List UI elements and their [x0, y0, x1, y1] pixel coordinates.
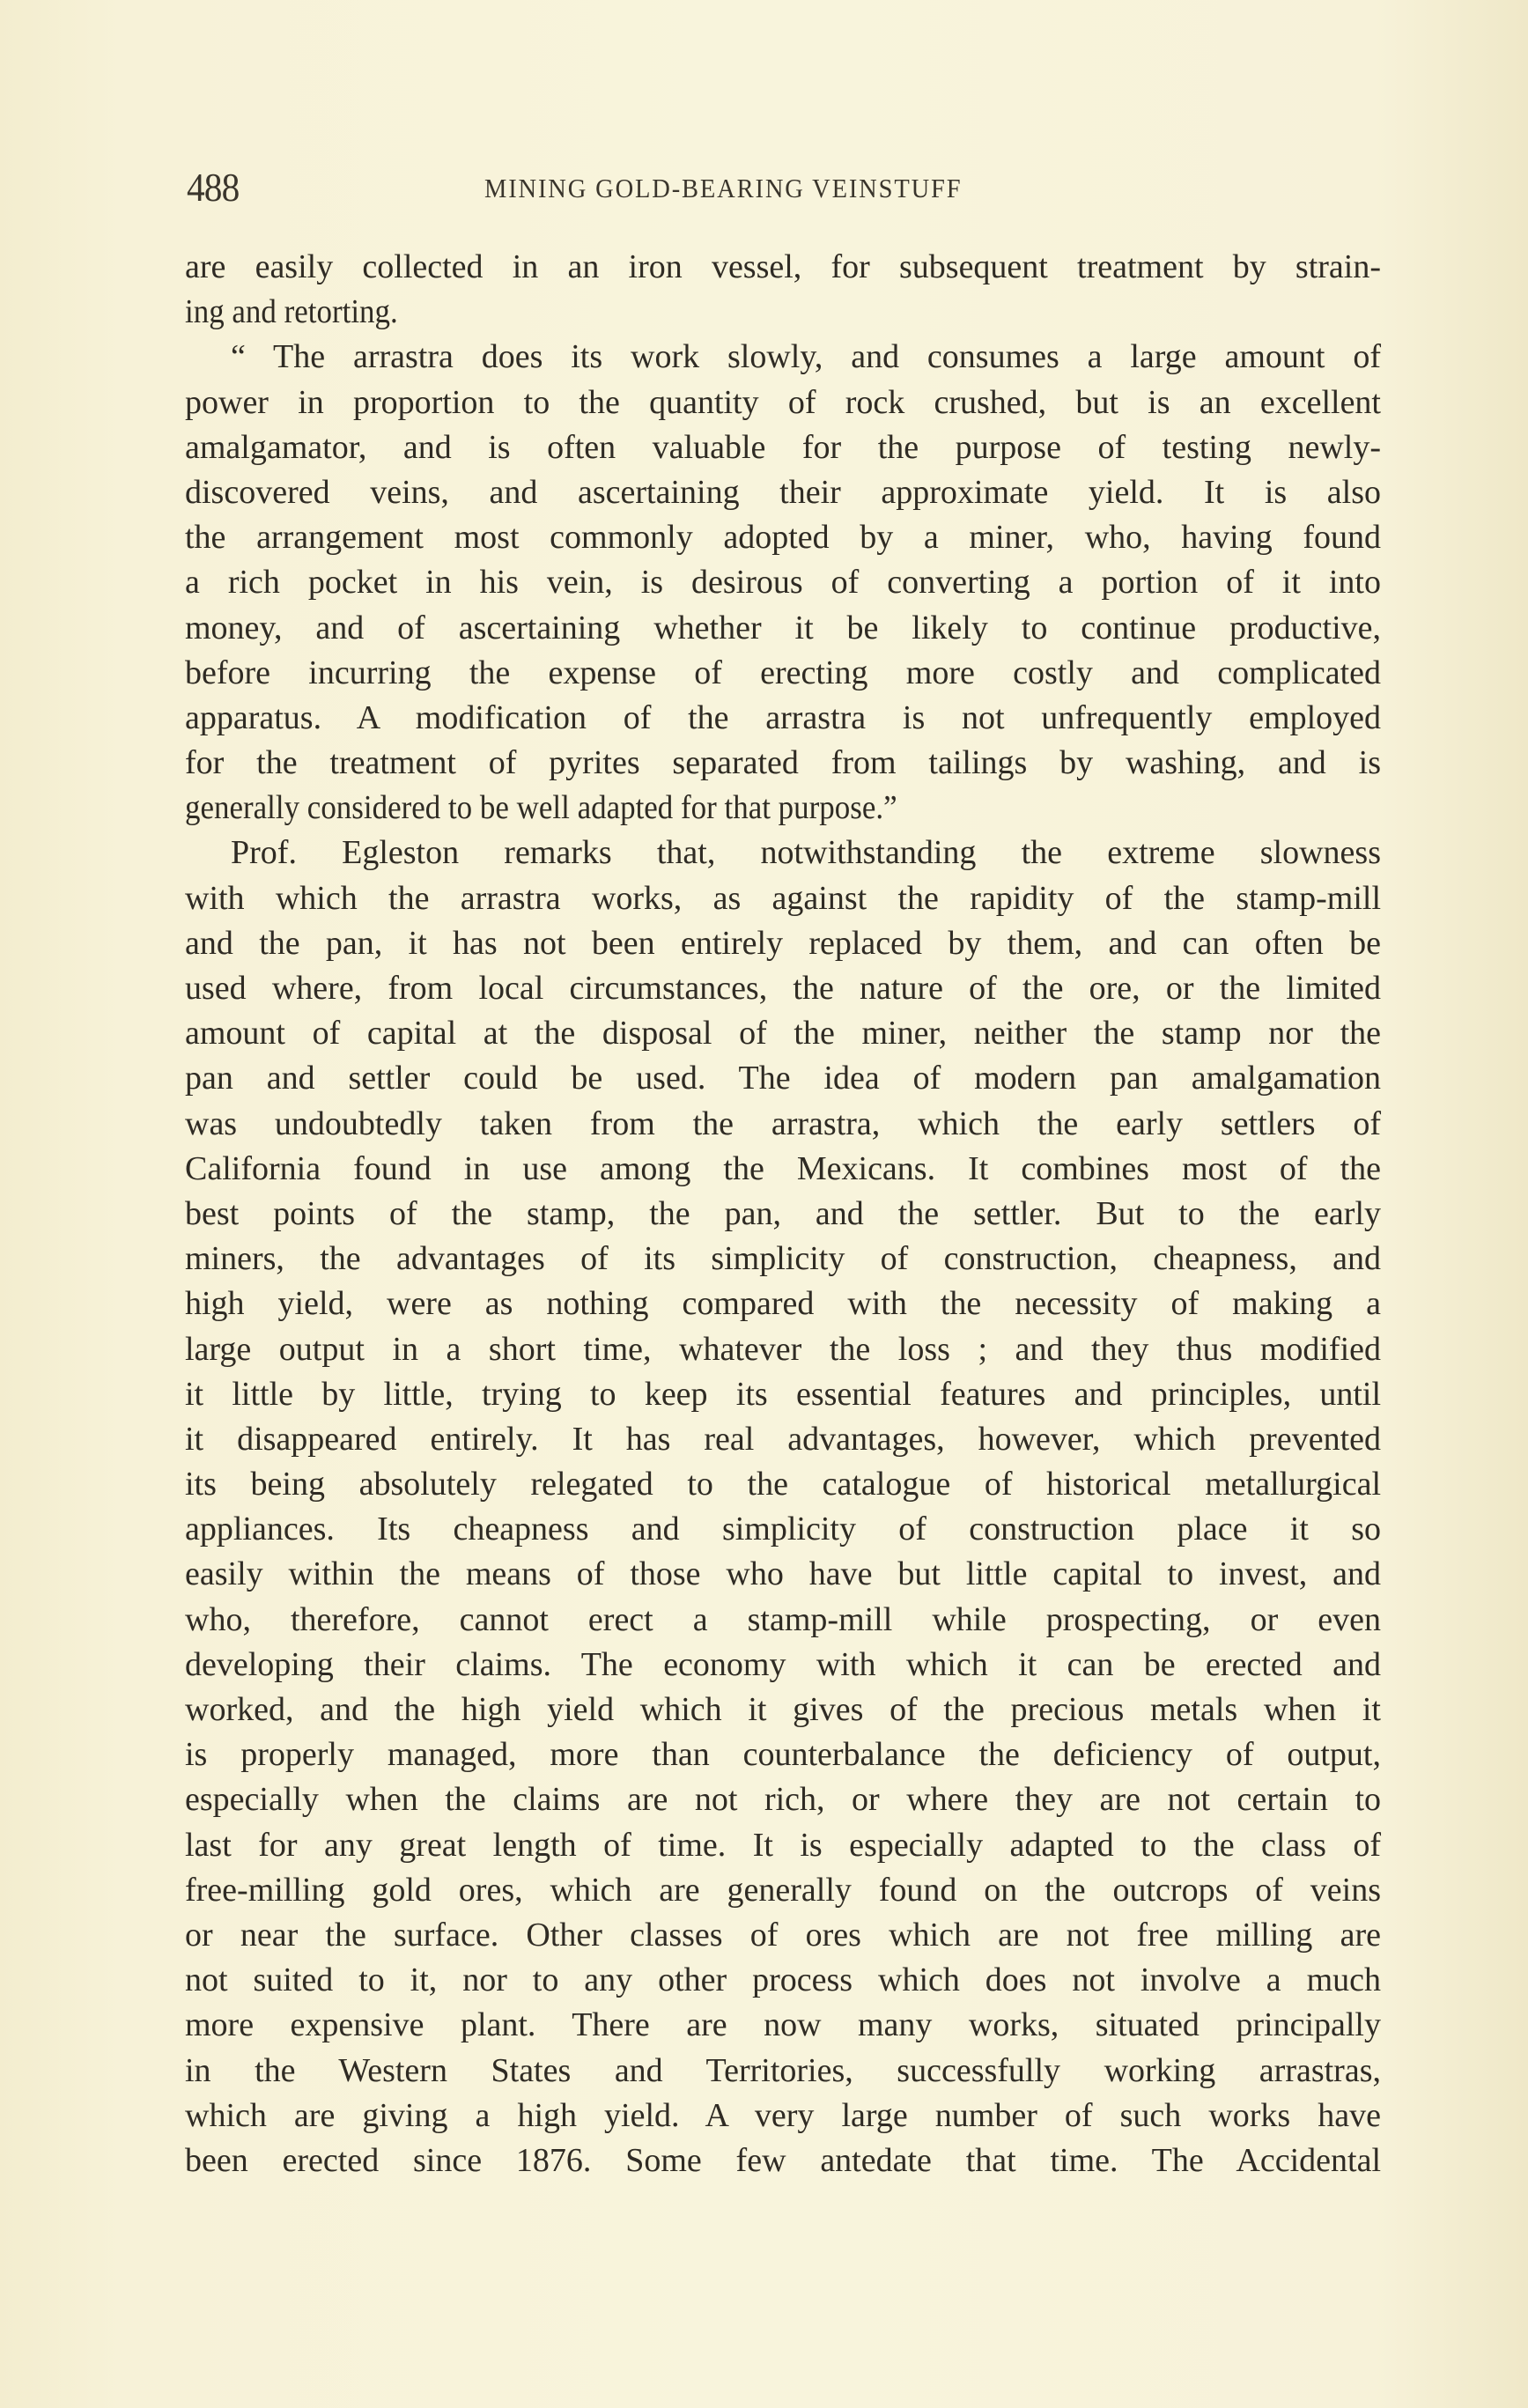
- text-line: not suited to it, nor to any other process which does not involve a much: [185, 1961, 1381, 1999]
- text-line: a rich pocket in his vein, is desirous of converting a portion of it into: [185, 564, 1381, 602]
- text-line: developing their claims. The economy with which it can be erected and: [185, 1645, 1381, 1683]
- text-line: is properly managed, more than counterbalance the deficiency of output,: [185, 1736, 1381, 1774]
- body-text: [185, 245, 1381, 2183]
- running-title: MINING GOLD-BEARING VEINSTUFF: [484, 173, 963, 203]
- text-line: and the pan, it has not been entirely replaced by them, and can often be: [185, 924, 1381, 962]
- text-line: apparatus. A modification of the arrastra is not unfrequently employed: [185, 698, 1381, 736]
- text-line: been erected since 1876. Some few antedate that time. The Accidental: [185, 2141, 1381, 2179]
- text-line: money, and of ascertaining whether it be likely to continue productive,: [185, 609, 1381, 646]
- text-line: amount of capital at the disposal of the miner, neither the stamp nor the: [185, 1015, 1381, 1053]
- text-line: worked, and the high yield which it gives of the precious metals when it: [185, 1691, 1381, 1728]
- text-line: who, therefore, cannot erect a stamp-mill while prospecting, or even: [185, 1600, 1381, 1638]
- text-line: last for any great length of time. It is especially adapted to the class of: [185, 1826, 1381, 1864]
- text-line: miners, the advantages of its simplicity of construction, cheapness, and: [185, 1240, 1381, 1278]
- text-line: are easily collected in an iron vessel, for subsequent treatment by strain-: [185, 248, 1381, 285]
- text-line: amalgamator, and is often valuable for the purpose of testing newly-: [185, 428, 1381, 466]
- running-head: [185, 164, 1381, 217]
- text-line: it little by little, trying to keep its essential features and principles, until: [185, 1375, 1381, 1413]
- text-line: the arrangement most commonly adopted by a miner, who, having found: [185, 519, 1381, 557]
- text-line: power in proportion to the quantity of rock crushed, but is an excellent: [185, 383, 1381, 421]
- text-line: especially when the claims are not rich, or where they are not certain to: [185, 1781, 1381, 1819]
- text-line: appliances. Its cheapness and simplicity of construction place it so: [185, 1511, 1381, 1548]
- text-line: before incurring the expense of erecting more costly and complicated: [185, 654, 1381, 691]
- text-line: was undoubtedly taken from the arrastra, which the early settlers of: [185, 1104, 1381, 1142]
- text-line: discovered veins, and ascertaining their approximate yield. It is also: [185, 473, 1381, 511]
- text-line: California found in use among the Mexicans. It combines most of the: [185, 1149, 1381, 1187]
- text-line: for the treatment of pyrites separated from tailings by washing, and is: [185, 744, 1381, 782]
- text-line: high yield, were as nothing compared with the necessity of making a: [185, 1285, 1381, 1323]
- text-line: more expensive plant. There are now many works, situated principally: [185, 2006, 1381, 2044]
- text-line: ing and retorting.: [185, 293, 398, 331]
- text-line: Prof. Egleston remarks that, notwithstanding the extreme slowness: [231, 834, 1381, 872]
- text-line: it disappeared entirely. It has real advantages, however, which prevented: [185, 1420, 1381, 1458]
- text-line: with which the arrastra works, as against the rapidity of the stamp-mill: [185, 879, 1381, 917]
- text-line: generally considered to be well adapted for that purpose.”: [185, 789, 897, 827]
- text-line: free-milling gold ores, which are generally found on the outcrops of veins: [185, 1871, 1381, 1909]
- text-line: which are giving a high yield. A very large number of such works have: [185, 2096, 1381, 2134]
- page-number: 488: [187, 165, 240, 210]
- text-line: in the Western States and Territories, successfully working arrastras,: [185, 2051, 1381, 2089]
- text-line: or near the surface. Other classes of ores which are not free milling are: [185, 1916, 1381, 1954]
- text-line: best points of the stamp, the pan, and the settler. But to the early: [185, 1194, 1381, 1232]
- text-line: “ The arrastra does its work slowly, and consumes a large amount of: [231, 338, 1381, 376]
- text-line: pan and settler could be used. The idea of modern pan amalgamation: [185, 1060, 1381, 1097]
- text-line: its being absolutely relegated to the catalogue of historical metallurgical: [185, 1466, 1381, 1503]
- text-line: large output in a short time, whatever the loss ; and they thus modified: [185, 1330, 1381, 1368]
- text-line: used where, from local circumstances, the nature of the ore, or the limited: [185, 970, 1381, 1007]
- text-line: easily within the means of those who have but little capital to invest, and: [185, 1555, 1381, 1593]
